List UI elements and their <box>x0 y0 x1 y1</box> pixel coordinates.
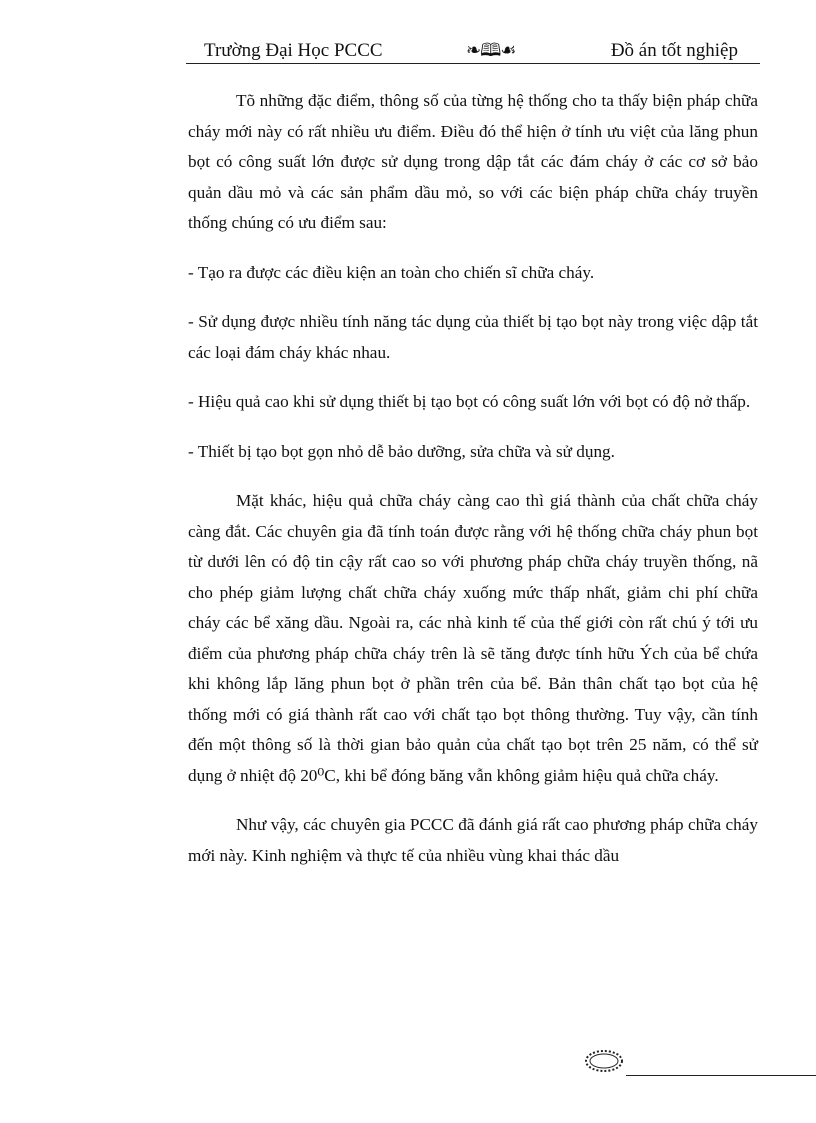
paragraph-intro: Tõ những đặc điểm, thông số của từng hệ thống cho ta thấy biện pháp chữa cháy mới này có rất nhiều ưu điểm. Điều đó thể hiện ở tính ưu việt của lăng phun bọt có công suất lớn được sử dụng trong dập tắt các đám cháy ở các cơ sở bảo quản dầu mỏ và các sản phẩm dầu mỏ, so với các biện pháp chữa cháy truyền thống chúng có ưu điểm sau: <box>188 91 758 232</box>
header-university-name: Trường Đại Học PCCC <box>204 40 383 61</box>
bullet-item-safety: - Tạo ra được các điều kiện an toàn cho chiến sĩ chữa cháy. <box>188 262 595 282</box>
document-body <box>188 86 758 871</box>
header-book-ornament-icon: ❧🕮☙ <box>466 40 516 60</box>
footer-wreath-icon <box>581 1046 627 1076</box>
page-header <box>186 38 760 64</box>
paragraph-cost: Mặt khác, hiệu quả chữa cháy càng cao thì giá thành của chất chữa cháy càng đắt. Các chuyên gia đã tính toán được rằng với hệ thống chữa cháy phun bọt từ dưới lên có độ tin cậy rất cao so với phương pháp chữa cháy truyền thống, nã cho phép giảm lượng chất chữa cháy xuống mức thấp nhất, giảm chi phí chữa cháy các bể xăng dầu. Ngoài ra, các nhà kinh tế của thế giới còn rất chú ý tới ưu điểm của phương pháp chữa cháy trên là sẽ tăng được tính hữu Ých của bể chứa khi không lắp lăng phun bọt ở phần trên của bể. Bản thân chất tạo bọt của hệ thống mới có giá thành rất cao với chất tạo bọt thông thường. Tuy vậy, cần tính đến một thông số là thời gian bảo quản của chất tạo bọt trên 25 năm, có thể sử dụng ở nhiệt độ 20⁰C, khi bể đóng băng vẫn không giảm hiệu quả chữa cháy. <box>188 491 758 785</box>
bullet-item-maintenance: - Thiết bị tạo bọt gọn nhỏ dễ bảo dưỡng, sửa chữa và sử dụng. <box>188 441 615 461</box>
bullet-item-efficiency: - Hiệu quả cao khi sử dụng thiết bị tạo bọt có công suất lớn với bọt có độ nở thấp. <box>188 392 751 411</box>
header-document-title: Đồ án tốt nghiệp <box>610 40 738 61</box>
paragraph-conclusion: Như vậy, các chuyên gia PCCC đã đánh giá rất cao phương pháp chữa cháy mới này. Kinh nghiệm và thực tế của nhiều vùng khai thác dầu <box>188 815 758 865</box>
footer-divider <box>626 1075 816 1076</box>
header-divider <box>186 63 760 64</box>
bullet-item-features: - Sử dụng được nhiều tính năng tác dụng của thiết bị tạo bọt này trong việc dập tắt các loại đám cháy khác nhau. <box>188 312 758 362</box>
